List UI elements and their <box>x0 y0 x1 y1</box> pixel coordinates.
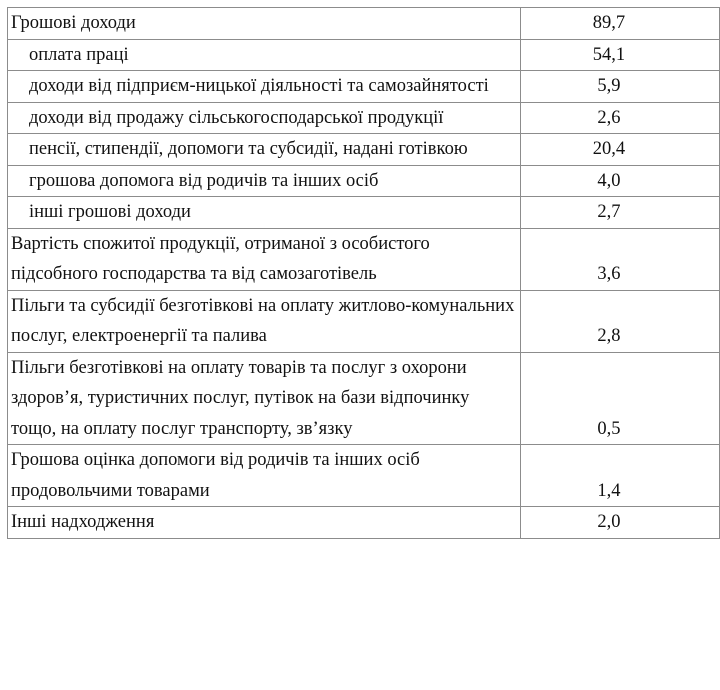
table-row <box>8 134 720 166</box>
row-label: Пільги та субсидії безготівкові на оплату житлово-комунальних послуг, електроенергії та палива <box>11 295 515 346</box>
row-label-cell[interactable] <box>8 290 521 352</box>
row-value: 1,4 <box>597 480 621 501</box>
income-table <box>7 7 720 539</box>
row-value-cell[interactable] <box>520 165 719 197</box>
row-label-cell[interactable] <box>8 71 521 103</box>
table-row <box>8 228 720 290</box>
table-row <box>8 39 720 71</box>
row-value-cell[interactable] <box>520 8 719 40</box>
row-label: грошова допомога від родичів та інших осіб <box>29 170 379 191</box>
row-value: 20,4 <box>592 139 626 159</box>
row-label-cell[interactable] <box>8 507 521 539</box>
row-value: 0,5 <box>597 418 621 439</box>
row-label-cell[interactable] <box>8 228 521 290</box>
row-label: пенсії, стипендії, допомоги та субсидії, надані готівкою <box>29 139 468 159</box>
row-value-cell[interactable] <box>520 134 719 166</box>
row-label-cell[interactable] <box>8 8 521 40</box>
row-value-cell[interactable] <box>520 507 719 539</box>
row-value: 2,0 <box>597 512 621 532</box>
income-table-body <box>8 8 720 539</box>
row-label-cell[interactable] <box>8 134 521 166</box>
row-label-cell[interactable] <box>8 102 521 134</box>
row-label-cell[interactable] <box>8 197 521 229</box>
row-value-cell[interactable] <box>520 71 719 103</box>
row-value-cell[interactable] <box>520 352 719 445</box>
row-label-cell[interactable] <box>8 165 521 197</box>
row-value: 5,9 <box>597 76 621 96</box>
row-label: Вартість спожитої продукції, отриманої з особистого підсобного господарства та від самозаготівель <box>11 233 430 284</box>
table-row <box>8 165 720 197</box>
row-value-cell[interactable] <box>520 39 719 71</box>
row-label-cell[interactable] <box>8 445 521 507</box>
row-value: 3,6 <box>597 264 621 284</box>
row-label: оплата праці <box>29 44 129 65</box>
table-row <box>8 8 720 40</box>
row-value: 2,6 <box>597 107 621 128</box>
table-row <box>8 445 720 507</box>
row-label-cell[interactable] <box>8 39 521 71</box>
table-row <box>8 197 720 229</box>
table-row <box>8 507 720 539</box>
table-row <box>8 290 720 352</box>
row-value: 89,7 <box>592 13 626 33</box>
row-value-cell[interactable] <box>520 102 719 134</box>
row-value: 2,8 <box>597 326 621 346</box>
row-label: Пільги безготівкові на оплату товарів та послуг з охорони здоров’я, туристичних послуг, путівок на бази відпочинку тощо, на оплату послуг транспорту, зв’язку <box>11 357 470 439</box>
table-row <box>8 71 720 103</box>
row-label: Інші надходження <box>11 512 155 532</box>
table-row <box>8 352 720 445</box>
row-value-cell[interactable] <box>520 197 719 229</box>
table-row <box>8 102 720 134</box>
row-label: доходи від підприєм-ницької діяльності та самозайнятості <box>29 76 489 96</box>
row-label: Грошові доходи <box>11 13 136 33</box>
row-label-cell[interactable] <box>8 352 521 445</box>
row-value: 54,1 <box>592 44 626 65</box>
row-value-cell[interactable] <box>520 290 719 352</box>
row-value: 2,7 <box>597 202 621 222</box>
row-label: доходи від продажу сільськогосподарської продукції <box>29 107 444 128</box>
row-value-cell[interactable] <box>520 445 719 507</box>
row-label: інші грошові доходи <box>29 202 191 222</box>
row-label: Грошова оцінка допомоги від родичів та інших осіб продовольчими товарами <box>11 450 420 501</box>
row-value-cell[interactable] <box>520 228 719 290</box>
row-value: 4,0 <box>597 170 621 191</box>
